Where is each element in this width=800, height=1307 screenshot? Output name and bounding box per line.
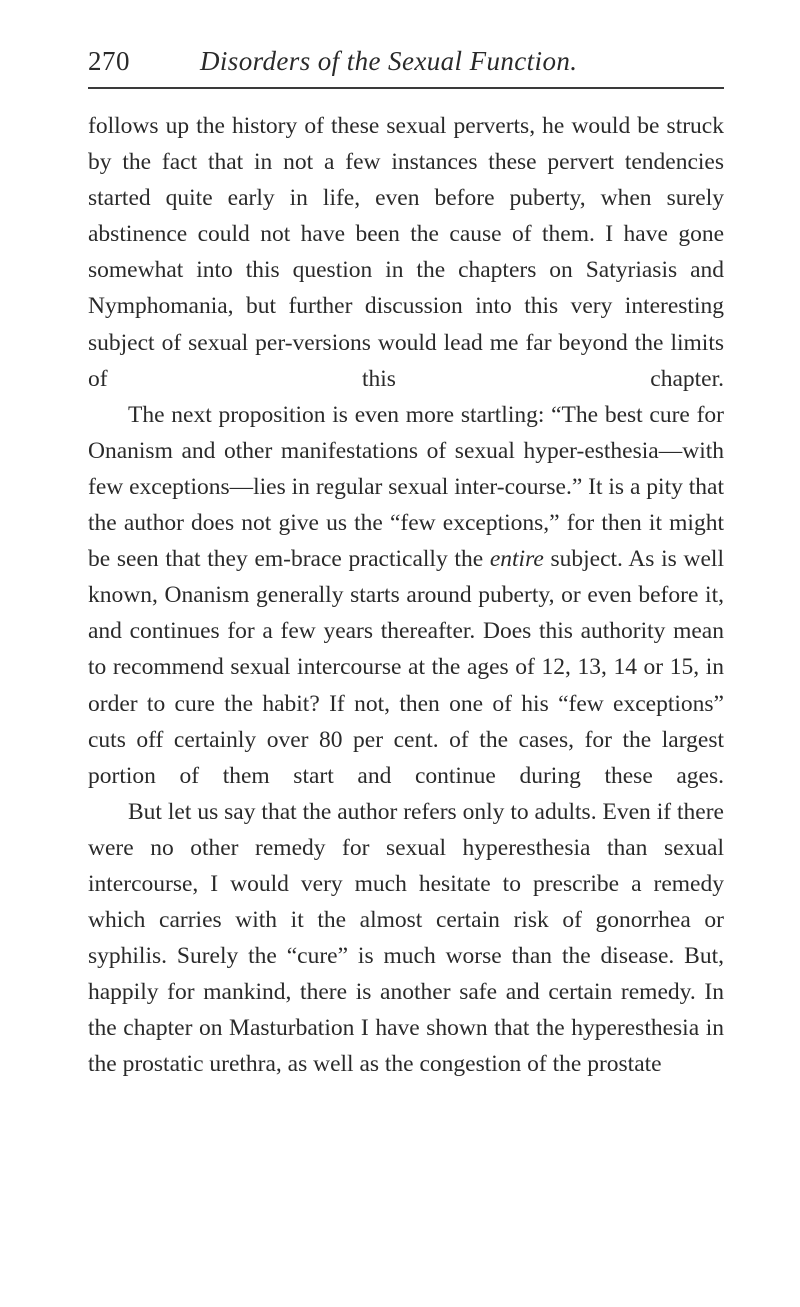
running-head: [88, 46, 724, 86]
body-text: [88, 108, 724, 1083]
paragraph-1: follows up the history of these sexual perverts, he would be struck by the fact that in not a few instances these pervert tendencies started quite early in life, even before puberty, when surely abstinence could not have been the cause of them. I have gone somewhat into this question in the chapters on Satyriasis and Nymphomania, but further discussion into this very interesting subject of sexual per-versions would lead me far beyond the limits of this chapter.: [88, 113, 724, 392]
paragraph-2-part-1: The next proposition is even more startling: “The best cure for Onanism and other manifestations of sexual hyper-esthesia—with few exceptions—lies in regular sexual inter-course.” It is a pity that the author does not give us the “few exceptions,” for then it might be seen that they em-brace practically the: [88, 401, 724, 573]
paragraph-2-part-2: subject. As is well known, Onanism generally starts around puberty, or even before it, and continues for a few years thereafter. Does this authority mean to recommend sexual intercourse at the ages of 12, 13, 14 or 15, in order to cure the habit? If not, then one of his “few exceptions” cuts off certainly over 80 per cent. of the cases, for the largest portion of them start and continue during these ages.: [88, 546, 724, 789]
paragraph-2-italic-word: entire: [489, 546, 544, 573]
paragraph-2: [88, 397, 724, 794]
chapter-title: Disorders of the Sexual Function.: [200, 46, 578, 76]
header-divider: [88, 87, 724, 89]
page-number: 270: [88, 46, 130, 76]
paragraph-3: But let us say that the author refers only to adults. Even if there were no other remedy for sexual hyperesthesia than sexual intercourse, I would very much hesitate to prescribe a remedy which carries with it the almost certain risk of gonorrhea or syphilis. Surely the “cure” is much worse than the disease. But, happily for mankind, there is another safe and certain remedy. In the chapter on Masturbation I have shown that the hyperesthesia in the prostatic urethra, as well as the congestion of the prostate: [88, 798, 724, 1078]
